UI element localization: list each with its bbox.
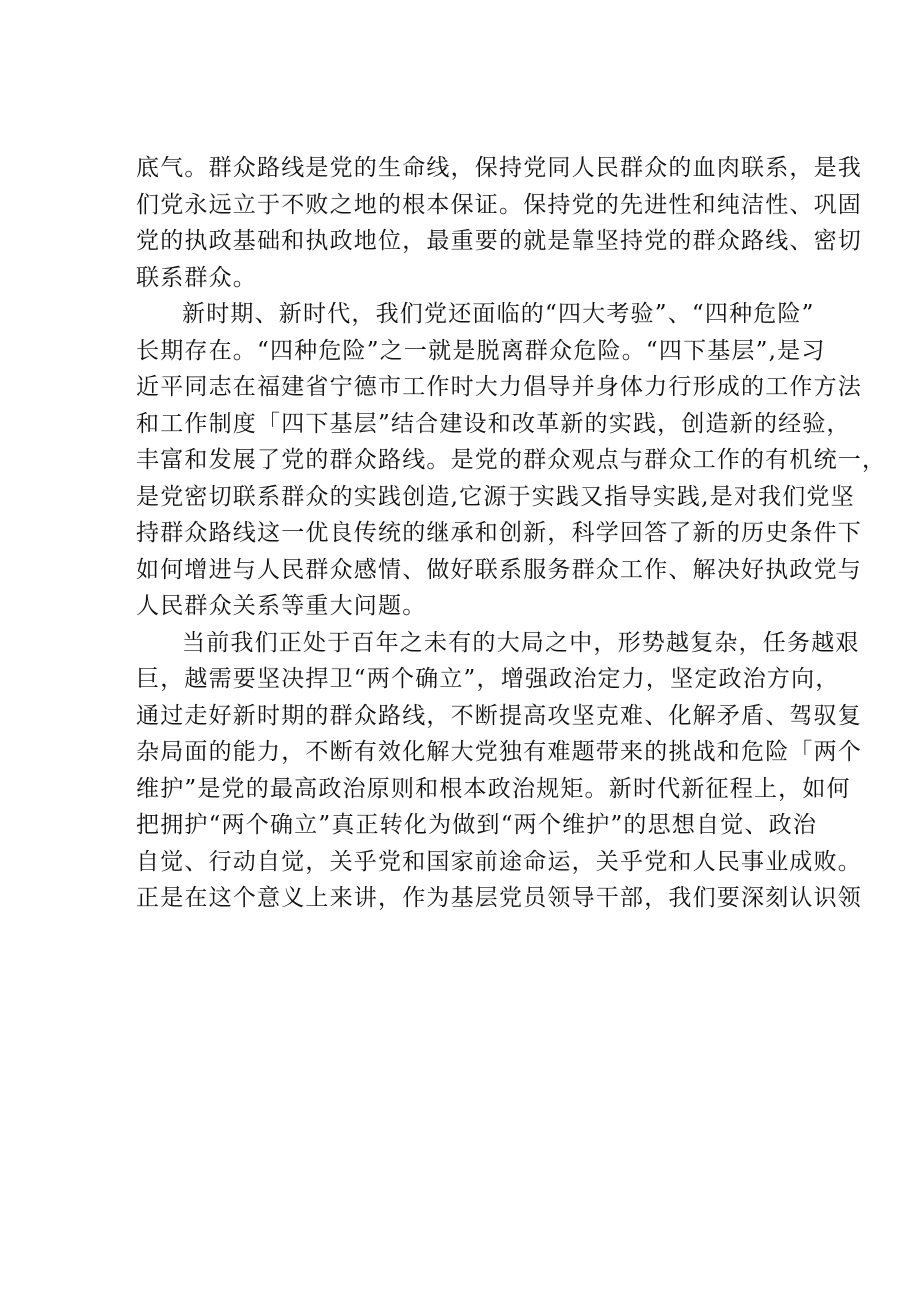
text-line: 持群众路线这一优良传统的继承和创新，科学回答了新的历史条件下 [136, 520, 862, 546]
text-line: 巨，越需要坚决捍卫“两个确立”，增强政治定力，坚定政治方向， [136, 666, 840, 692]
text-line: 党的执政基础和执政地位，最重要的就是靠坚持党的群众路线、密切 [136, 228, 862, 254]
text-line: 维护”是党的最高政治原则和根本政治规矩。新时代新征程上，如何 [136, 775, 851, 802]
text-line: 正是在这个意义上来讲，作为基层党员领导干部，我们要深刻认识领 [136, 885, 862, 911]
text-line: 近平同志在福建省宁德市工作时大力倡导并身体力行形成的工作方法 [136, 374, 862, 400]
text-line: 联系群众。 [136, 264, 257, 291]
text-line: 把拥护“两个确立”真正转化为做到“两个维护”的思想自觉、政治 [136, 812, 818, 838]
paragraph-1 [136, 150, 862, 296]
paragraph-3 [136, 625, 862, 917]
text-line: 通过走好新时期的群众路线，不断提高攻坚克难、化解矛盾、驾驭复 [136, 702, 862, 729]
text-line: 和工作制度「四下基层”结合建设和改革新的实践，创造新的经验， [136, 410, 851, 437]
document-body [136, 150, 887, 917]
text-line: 长期存在。“四种危险”之一就是脱离群众危险。“四下基层”,是习 [136, 337, 826, 364]
text-line: 们党永远立于不败之地的根本保证。保持党的先进性和纯洁性、巩固 [136, 191, 862, 218]
text-line: 当前我们正处于百年之未有的大局之中，形势越复杂，任务越艰 [182, 629, 860, 656]
text-line: 新时期、新时代，我们党还面临的“四大考验”、“四种危险” [182, 301, 815, 327]
text-line: 人民群众关系等重大问题。 [136, 593, 427, 619]
text-line: 如何增进与人民群众感情、做好联系服务群众工作、解决好执政党与 [136, 556, 862, 583]
text-line: 自觉、行动自觉，关乎党和国家前途命运，关乎党和人民事业成败。 [136, 848, 862, 875]
text-line: 丰富和发展了党的群众路线。是党的群众观点与群众工作的有机统一， [136, 447, 887, 473]
text-line: 杂局面的能力，不断有效化解大党独有难题带来的挑战和危险「两个 [136, 739, 862, 765]
text-line: 底气。群众路线是党的生命线，保持党同人民群众的血肉联系，是我 [136, 155, 862, 181]
paragraph-2 [136, 296, 887, 625]
text-line: 是党密切联系群众的实践创造,它源于实践又指导实践,是对我们党坚 [136, 483, 855, 510]
